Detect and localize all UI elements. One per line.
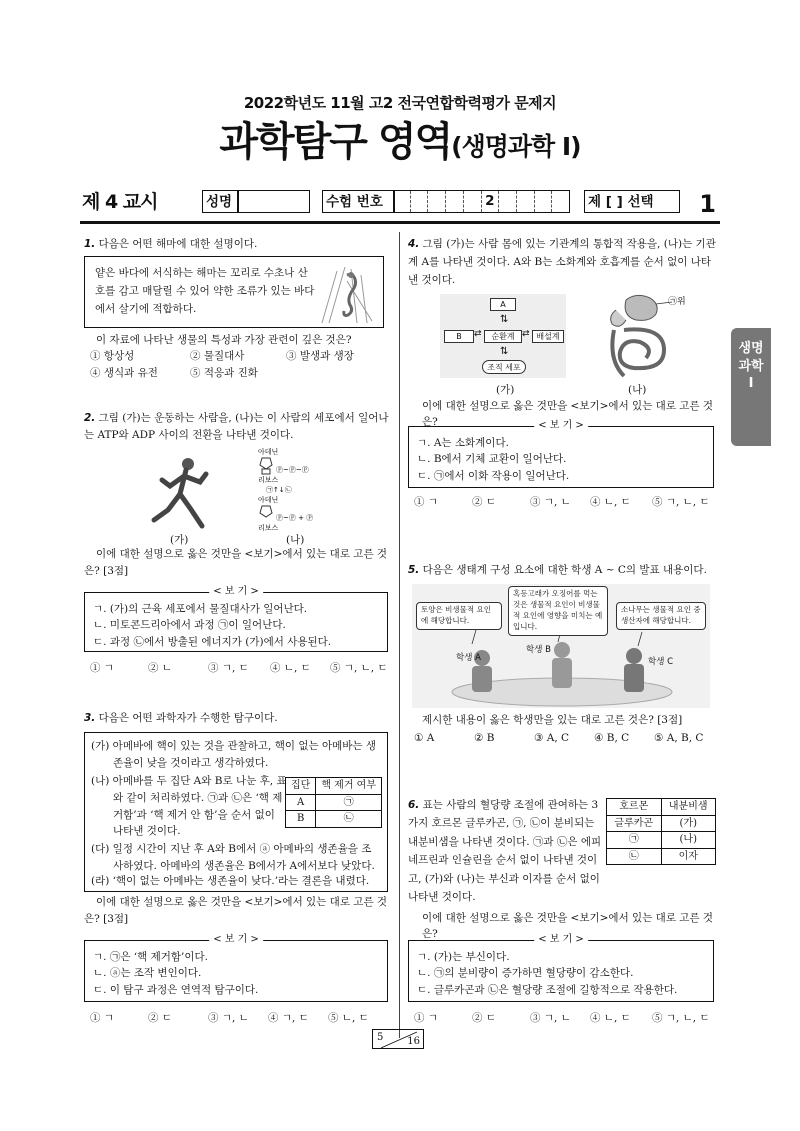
q6-question: 이에 대한 설명으로 옳은 것만을 <보기>에서 있는 대로 고른 것은?: [422, 912, 714, 941]
q4-number: 4.: [408, 238, 420, 250]
q3-table-header: 핵 제거 여부: [316, 778, 382, 795]
q6-bogi-box: [408, 934, 714, 1002]
q1-choices: [90, 348, 390, 382]
q3-bogi-item-3: ㄷ. 이 탐구 과정은 연역적 탐구이다.: [93, 983, 259, 996]
selection-label: 제 [ ] 선택: [588, 194, 654, 210]
svg-text:아데닌: 아데닌: [258, 448, 279, 456]
q2-bogi-title: < 보 기 >: [209, 585, 263, 598]
q4-box-a: A: [490, 298, 516, 311]
q2-bogi-box: [84, 586, 388, 652]
q3-step-ra: (라) ‘핵이 없는 아메바는 생존율이 낮다.’라는 결론을 내렸다.: [91, 875, 370, 887]
q4-label-na: (나): [628, 384, 647, 396]
q6-choices: [414, 1010, 724, 1026]
q4-box-tissue-cell: 조직 세포: [482, 360, 526, 374]
q1-choice-4[interactable]: ④ 생식과 유전: [90, 366, 158, 379]
q5-figure: [412, 584, 710, 708]
q5-choice-2[interactable]: ② B: [474, 732, 495, 744]
page-total: 16: [407, 1035, 420, 1047]
q4-choice-5[interactable]: ⑤ ㄱ, ㄴ, ㄷ: [652, 496, 710, 508]
q4-diagram-ga: [440, 294, 566, 378]
q5-student-c: 학생 C: [648, 657, 674, 667]
svg-text:리보스: 리보스: [258, 476, 279, 484]
q5-choice-5[interactable]: ⑤ A, B, C: [654, 732, 704, 744]
q5-question: 제시한 내용이 옳은 학생만을 있는 대로 고른 것은? [3점]: [422, 714, 683, 726]
q1-choice-3[interactable]: ③ 발생과 생장: [286, 350, 354, 362]
q5-bubble-b: 혹등고래가 오징어를 먹는 것은 생물적 요인이 비생물적 요인에 영향을 미치는 예입니다.: [508, 586, 608, 636]
q5-choices: [414, 730, 724, 746]
q1-choice-1[interactable]: ① 항상성: [90, 350, 135, 362]
q5-choice-3[interactable]: ③ A, C: [534, 732, 570, 744]
q2-stem: 그림 (가)는 운동하는 사람을, (나)는 이 사람의 세포에서 일어나는 ATP와 ADP 사이의 전환을 나타낸 것이다.: [84, 412, 389, 442]
q6-number: 6.: [408, 799, 420, 811]
q3-number: 3.: [84, 712, 96, 724]
question-3: [84, 710, 394, 726]
q2-choice-5[interactable]: ⑤ ㄱ, ㄴ, ㄷ: [330, 662, 388, 674]
q2-choice-4[interactable]: ④ ㄴ, ㄷ: [270, 662, 311, 674]
runner-image: [154, 458, 206, 526]
q4-arrow: ⇄: [474, 329, 482, 339]
q4-stomach-label: ㉠위: [668, 297, 686, 307]
q6-table-cell: 이자: [661, 848, 716, 865]
q5-stem: 다음은 생태계 구성 요소에 대한 학생 A ~ C의 발표 내용이다.: [422, 564, 707, 576]
question-2: [84, 410, 396, 445]
q5-student-b: 학생 B: [526, 645, 551, 655]
q3-stem: 다음은 어떤 과학자가 수행한 탐구이다.: [98, 712, 278, 724]
q3-choice-2[interactable]: ② ㄷ: [148, 1012, 172, 1024]
q3-step-da: (다) 일정 시간이 지난 후 A와 B에서 ⓐ 아메바의 생존율을 조사하였다. 아메바의 생존율은 B에서가 A에서보다 낮았다.: [91, 843, 375, 872]
q4-label-ga: (가): [496, 384, 515, 396]
q2-choices: [90, 660, 400, 676]
q3-step-ga: (가) 아메바에 핵이 있는 것을 관찰하고, 핵이 없는 아메바는 생존율이 낮을 것이라고 생각하였다.: [91, 740, 377, 769]
q6-table-header: 내분비샘: [661, 799, 716, 816]
question-5: [408, 562, 720, 578]
q3-table-cell: ㉡: [316, 811, 382, 828]
q4-box-b: B: [444, 330, 474, 343]
name-label: 성명: [206, 194, 233, 210]
q4-stem: 그림 (가)는 사람 몸에 있는 기관계의 통합적 작용을, (나)는 기관계 A를 나타낸 것이다. A와 B는 소화계와 호흡계를 순서 없이 나타낸 것이다.: [408, 238, 716, 286]
q1-question: 이 자료에 나타난 생물의 특성과 가장 관련이 깊은 것은?: [96, 334, 352, 346]
seahorse-image: [317, 261, 377, 325]
header-divider: [80, 221, 720, 224]
q6-table-cell: ㉡: [607, 848, 662, 865]
q2-bogi-item-3: ㄷ. 과정 ㉡에서 방출된 에너지가 (가)에서 사용된다.: [93, 635, 332, 648]
q4-choice-4[interactable]: ④ ㄴ, ㄷ: [590, 496, 631, 508]
q1-number: 1.: [84, 238, 96, 250]
q4-bogi-box: [408, 420, 714, 488]
q3-choice-1[interactable]: ① ㄱ: [90, 1012, 114, 1024]
q6-bogi-item-1: ㄱ. (가)는 부신이다.: [417, 951, 510, 963]
svg-text:Ⓟ~Ⓟ + Ⓟ: Ⓟ~Ⓟ + Ⓟ: [276, 514, 314, 522]
q4-box-circulatory: 순환계: [484, 330, 522, 343]
q3-table-cell: ㉠: [316, 794, 382, 811]
selection-field[interactable]: [584, 190, 680, 213]
period-label: 제 4 교시: [82, 191, 158, 213]
question-6: [408, 796, 602, 906]
q1-stem: 다음은 어떤 해마에 대한 설명이다.: [98, 238, 258, 250]
q4-bogi-title: < 보 기 >: [534, 419, 588, 432]
q6-choice-5[interactable]: ⑤ ㄱ, ㄴ, ㄷ: [652, 1012, 710, 1024]
page-number: 1: [699, 190, 716, 218]
q2-number: 2.: [84, 412, 96, 424]
q5-number: 5.: [408, 564, 420, 576]
q5-student-a: 학생 A: [456, 653, 481, 663]
q3-table-cell: B: [286, 811, 316, 828]
q2-label-na: (나): [286, 534, 305, 546]
q4-choice-3[interactable]: ③ ㄱ, ㄴ: [530, 496, 571, 508]
q5-bubble-a: 토양은 비생물적 요인에 해당합니다.: [416, 602, 502, 630]
q4-box-excretory: 배설계: [532, 330, 564, 343]
q5-bubble-c: 소나무는 생물적 요인 중 생산자에 해당합니다.: [616, 602, 706, 630]
q3-choice-3[interactable]: ③ ㄱ, ㄴ: [208, 1012, 249, 1024]
q3-step-na: (나) 아메바를 두 집단 A와 B로 나눈 후, 표와 같이 처리하였다. ㉠과 ㉡은 ‘핵 제거함’과 ‘핵 제거 안 함’을 순서 없이 나타낸 것이다.: [91, 775, 287, 838]
q6-choice-1[interactable]: ① ㄱ: [414, 1012, 438, 1024]
q3-bogi-item-1: ㄱ. ㉠은 ‘핵 제거함’이다.: [93, 951, 209, 963]
q3-question: 이에 대한 설명으로 옳은 것만을 <보기>에서 있는 대로 고른 것은? [3점]: [84, 896, 388, 925]
q3-table: [285, 777, 382, 828]
q2-label-ga: (가): [170, 534, 189, 546]
title-sub: (생명과학 Ⅰ): [451, 132, 581, 161]
q4-choices: [414, 494, 724, 510]
exam-number-digit: 2: [482, 191, 500, 212]
q2-bogi-item-2: ㄴ. 미토콘드리아에서 과정 ㉠이 일어난다.: [93, 619, 286, 632]
q6-bogi-item-2: ㄴ. ㉠의 분비량이 증가하면 혈당량이 감소한다.: [417, 967, 634, 980]
q4-arrow: ⇅: [500, 314, 509, 325]
q3-table-cell: A: [286, 794, 316, 811]
exam-number-field[interactable]: [322, 190, 570, 213]
q4-bogi-item-3: ㄷ. ㉠에서 이화 작용이 일어난다.: [417, 469, 570, 482]
svg-text:㉠↑↓㉡: ㉠↑↓㉡: [266, 486, 292, 494]
subject-side-tab: 생명 과학 Ⅰ: [731, 328, 771, 446]
q6-table-header: 호르몬: [607, 799, 662, 816]
q3-bogi-box: [84, 934, 388, 1002]
name-field[interactable]: [202, 190, 310, 213]
svg-text:아데닌: 아데닌: [258, 496, 279, 504]
q4-choice-2[interactable]: ② ㄷ: [472, 496, 496, 508]
q4-bogi-item-1: ㄱ. A는 소화계이다.: [417, 437, 509, 449]
page-current: 5: [377, 1032, 384, 1043]
q6-table-cell: ㉠: [607, 832, 662, 849]
q1-choice-2[interactable]: ② 물질대사: [190, 350, 245, 362]
q3-choices: [90, 1010, 400, 1026]
page-title: [0, 118, 800, 166]
q3-choice-5[interactable]: ⑤ ㄴ, ㄷ: [328, 1012, 369, 1024]
q6-table-cell: 글루카곤: [607, 815, 662, 832]
q3-procedure-box: [84, 732, 388, 892]
q4-bogi-item-2: ㄴ. B에서 기체 교환이 일어난다.: [417, 453, 567, 466]
q2-bogi-item-1: ㄱ. (가)의 근육 세포에서 물질대사가 일어난다.: [93, 603, 308, 615]
question-4: [408, 236, 720, 290]
q5-choice-1[interactable]: ① A: [414, 732, 435, 744]
header-row: [82, 186, 718, 220]
q6-choice-4[interactable]: ④ ㄴ, ㄷ: [590, 1012, 631, 1024]
q6-table: [606, 798, 716, 865]
q6-stem: 표는 사람의 혈당량 조절에 관여하는 3가지 호르몬 글루카곤, ㉠, ㉡이 분비되는 내분비샘을 나타낸 것이다. ㉠과 ㉡은 에피네프린과 인슐린을 순서 없이 나타낸 것이고, (가)와 (나)는 부신과 이자를 순서 없이 나타낸 것이다.: [408, 799, 602, 903]
q1-passage-box: [84, 256, 384, 328]
q2-figure: [140, 448, 340, 532]
q1-passage: 얕은 바다에 서식하는 해마는 꼬리로 수초나 산호를 감고 매달릴 수 있어 약한 조류가 있는 바다에서 살기에 적합하다.: [95, 267, 315, 315]
q3-choice-4[interactable]: ④ ㄱ, ㄷ: [268, 1012, 309, 1024]
q4-question: 이에 대한 설명으로 옳은 것만을 <보기>에서 있는 대로 고른 것은?: [422, 400, 714, 429]
q5-choice-4[interactable]: ④ B, C: [594, 732, 630, 744]
svg-text:리보스: 리보스: [258, 524, 279, 532]
title-main: 과학탐구 영역: [219, 119, 452, 165]
q3-table-header: 집단: [286, 778, 316, 795]
q4-choice-1[interactable]: ① ㄱ: [414, 496, 438, 508]
q2-choice-2[interactable]: ② ㄴ: [148, 662, 172, 674]
q2-choice-3[interactable]: ③ ㄱ, ㄷ: [208, 662, 249, 674]
column-divider: [399, 232, 400, 1038]
svg-text:Ⓟ~Ⓟ~Ⓟ: Ⓟ~Ⓟ~Ⓟ: [276, 466, 309, 474]
q6-bogi-title: < 보 기 >: [534, 933, 588, 946]
q1-choice-5[interactable]: ⑤ 적응과 진화: [190, 366, 258, 379]
q6-choice-2[interactable]: ② ㄷ: [472, 1012, 496, 1024]
q4-arrow: ⇅: [500, 346, 509, 357]
q3-bogi-item-2: ㄴ. ⓐ는 조작 변인이다.: [93, 967, 202, 980]
q6-choice-3[interactable]: ③ ㄱ, ㄴ: [530, 1012, 571, 1024]
q6-table-cell: (가): [661, 815, 716, 832]
question-1: [84, 236, 394, 252]
exam-number-label: 수험 번호: [326, 194, 383, 210]
q3-bogi-title: < 보 기 >: [209, 933, 263, 946]
q4-arrow: ⇄: [522, 329, 530, 339]
exam-header: 2022학년도 11월 고2 전국연합학력평가 문제지: [243, 94, 557, 112]
q6-bogi-item-3: ㄷ. 글루카곤과 ㉡은 혈당량 조절에 길항적으로 작용한다.: [417, 983, 678, 996]
q2-question: 이에 대한 설명으로 옳은 것만을 <보기>에서 있는 대로 고른 것은? [3점]: [84, 548, 388, 577]
page-counter: [372, 1029, 424, 1049]
atp-diagram: [258, 448, 313, 532]
q2-choice-1[interactable]: ① ㄱ: [90, 662, 114, 674]
q6-table-cell: (나): [661, 832, 716, 849]
